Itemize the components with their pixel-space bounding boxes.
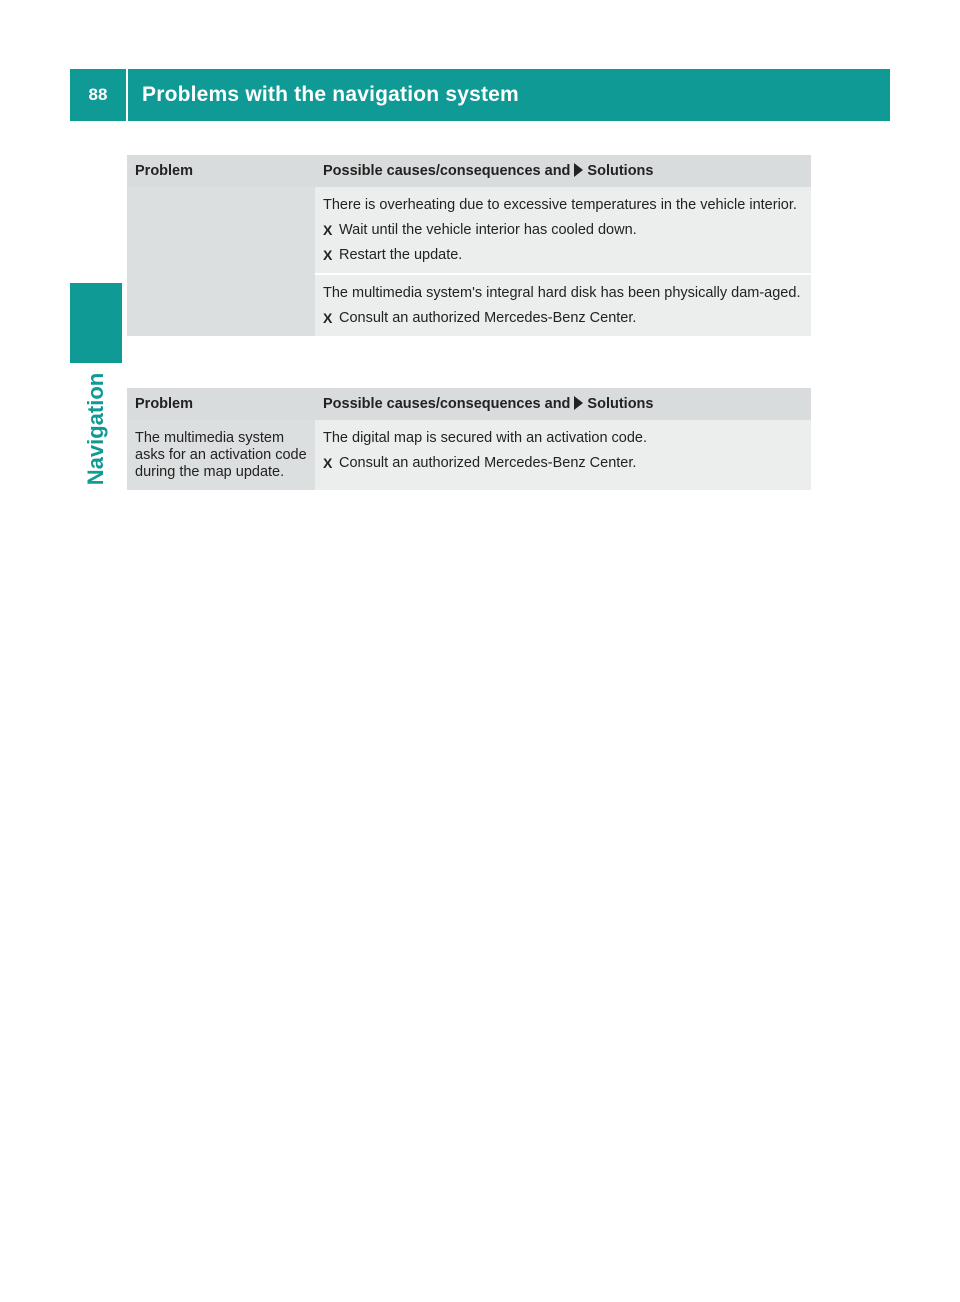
list-item — [323, 310, 803, 327]
step-marker: X — [323, 247, 333, 263]
column-header-problem: Problem — [127, 155, 315, 187]
column-header-solutions-suffix: Solutions — [587, 162, 654, 179]
solution-cell — [315, 187, 811, 274]
solution-cell — [315, 420, 811, 490]
right-triangle-icon — [574, 163, 583, 177]
step-text: Wait until the vehicle interior has cooled down. — [339, 222, 637, 238]
problem-table-1 — [127, 155, 811, 336]
column-header-problem: Problem — [127, 388, 315, 420]
column-header-solutions — [315, 388, 811, 420]
step-marker: X — [323, 222, 333, 238]
list-item — [323, 222, 803, 239]
table-row — [127, 420, 811, 490]
column-header-solutions-prefix: Possible causes/consequences and — [323, 162, 571, 179]
right-triangle-icon — [574, 396, 583, 410]
list-item — [323, 455, 803, 472]
side-tab — [70, 363, 122, 495]
step-marker: X — [323, 310, 333, 326]
solution-cell — [315, 274, 811, 336]
problem-cell — [127, 187, 315, 336]
table-row — [127, 187, 811, 274]
step-text: Consult an authorized Mercedes-Benz Center. — [339, 455, 637, 471]
table-header-row — [127, 155, 811, 187]
table-header-row — [127, 388, 811, 420]
step-text: Consult an authorized Mercedes-Benz Center. — [339, 310, 637, 326]
header-divider — [126, 69, 128, 121]
cause-text: There is overheating due to excessive temperatures in the vehicle interior. — [323, 197, 797, 213]
problem-cell: The multimedia system asks for an activation code during the map update. — [127, 420, 315, 490]
problem-table-2 — [127, 388, 811, 490]
step-text: Restart the update. — [339, 247, 463, 263]
column-header-solutions-suffix: Solutions — [587, 395, 654, 412]
cause-text: The digital map is secured with an activation code. — [323, 430, 648, 446]
column-header-solutions — [315, 155, 811, 187]
step-marker: X — [323, 455, 333, 471]
page-title: Problems with the navigation system — [142, 83, 519, 106]
column-header-solutions-prefix: Possible causes/consequences and — [323, 395, 571, 412]
page-number: 88 — [88, 85, 108, 104]
side-tab-label: Navigation — [83, 372, 108, 486]
list-item — [323, 247, 803, 264]
side-tab-marker — [70, 283, 122, 363]
cause-text: The multimedia system's integral hard disk has been physically dam-aged. — [323, 285, 801, 301]
